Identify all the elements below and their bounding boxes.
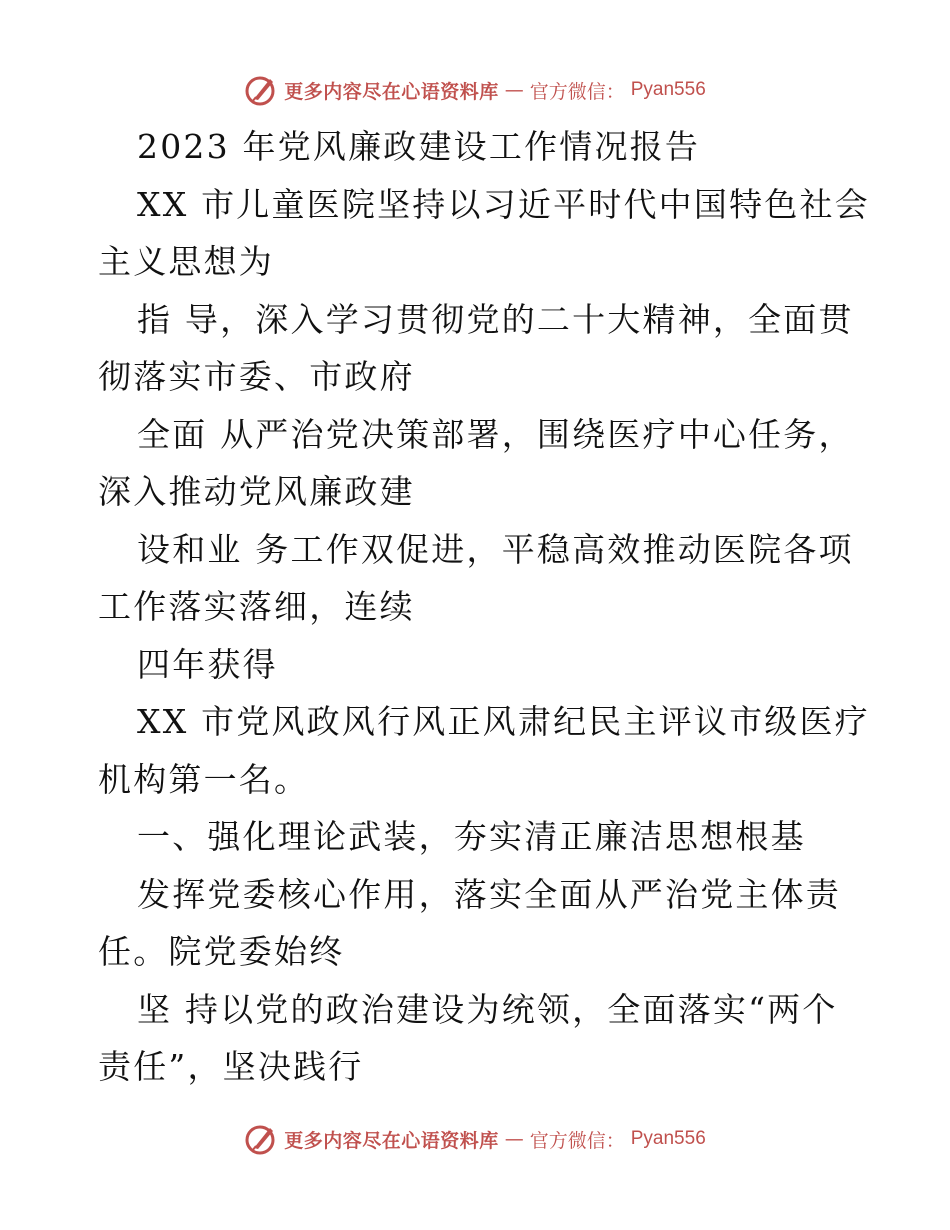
paragraph-line: 机构第一名。 — [98, 759, 310, 799]
paragraph-line: 设和业 务工作双促进，平稳高效推动医院各项 — [137, 529, 854, 569]
paragraph-line: 四年获得 — [137, 644, 278, 684]
paragraph-line: 工作落实落细，连续 — [98, 587, 415, 626]
document-body — [98, 118, 870, 1096]
document-title: 2023 年党风廉政建设工作情况报告 — [137, 127, 701, 166]
quill-pen-logo-icon — [244, 73, 278, 107]
section-heading: 一、强化理论武装，夯实清正廉洁思想根基 — [137, 817, 806, 856]
paragraph-line: 任。院党委始终 — [98, 932, 345, 971]
paragraph-line: 全面 从严治党决策部署，围绕医疗中心任务， — [137, 414, 854, 454]
banner-dash: — — [504, 79, 524, 101]
banner-dash: — — [504, 1128, 524, 1150]
paragraph-line: 指 导，深入学习贯彻党的二十大精神，全面贯 — [137, 299, 854, 339]
paragraph-line: 主义思想为 — [98, 242, 274, 281]
banner-wechat-id: Pyan556 — [630, 1128, 706, 1149]
paragraph-line: XX 市儿童医院坚持以习近平时代中国特色社会 — [137, 184, 870, 224]
paragraph-line: 责任”，坚决践行 — [98, 1047, 364, 1086]
paragraph-line: 发挥党委核心作用，落实全面从严治党主体责 — [137, 874, 841, 914]
banner-official-label: 官方微信： — [529, 1129, 625, 1152]
footer-watermark-banner — [0, 1119, 950, 1159]
banner-wechat-id: Pyan556 — [630, 79, 706, 100]
banner-site-name: 更多内容尽在心语资料库 — [284, 80, 499, 103]
quill-pen-logo-icon — [244, 1122, 278, 1156]
paragraph-line: XX 市党风政风行风正风肃纪民主评议市级医疗 — [137, 702, 870, 741]
banner-official-label: 官方微信： — [529, 80, 625, 103]
paragraph-line: 坚 持以党的政治建设为统领，全面落实“两个 — [137, 989, 838, 1029]
header-watermark-banner — [0, 70, 950, 110]
banner-site-name: 更多内容尽在心语资料库 — [284, 1129, 499, 1152]
paragraph-line: 深入推动党风廉政建 — [98, 472, 415, 511]
paragraph-line: 彻落实市委、市政府 — [98, 357, 415, 396]
